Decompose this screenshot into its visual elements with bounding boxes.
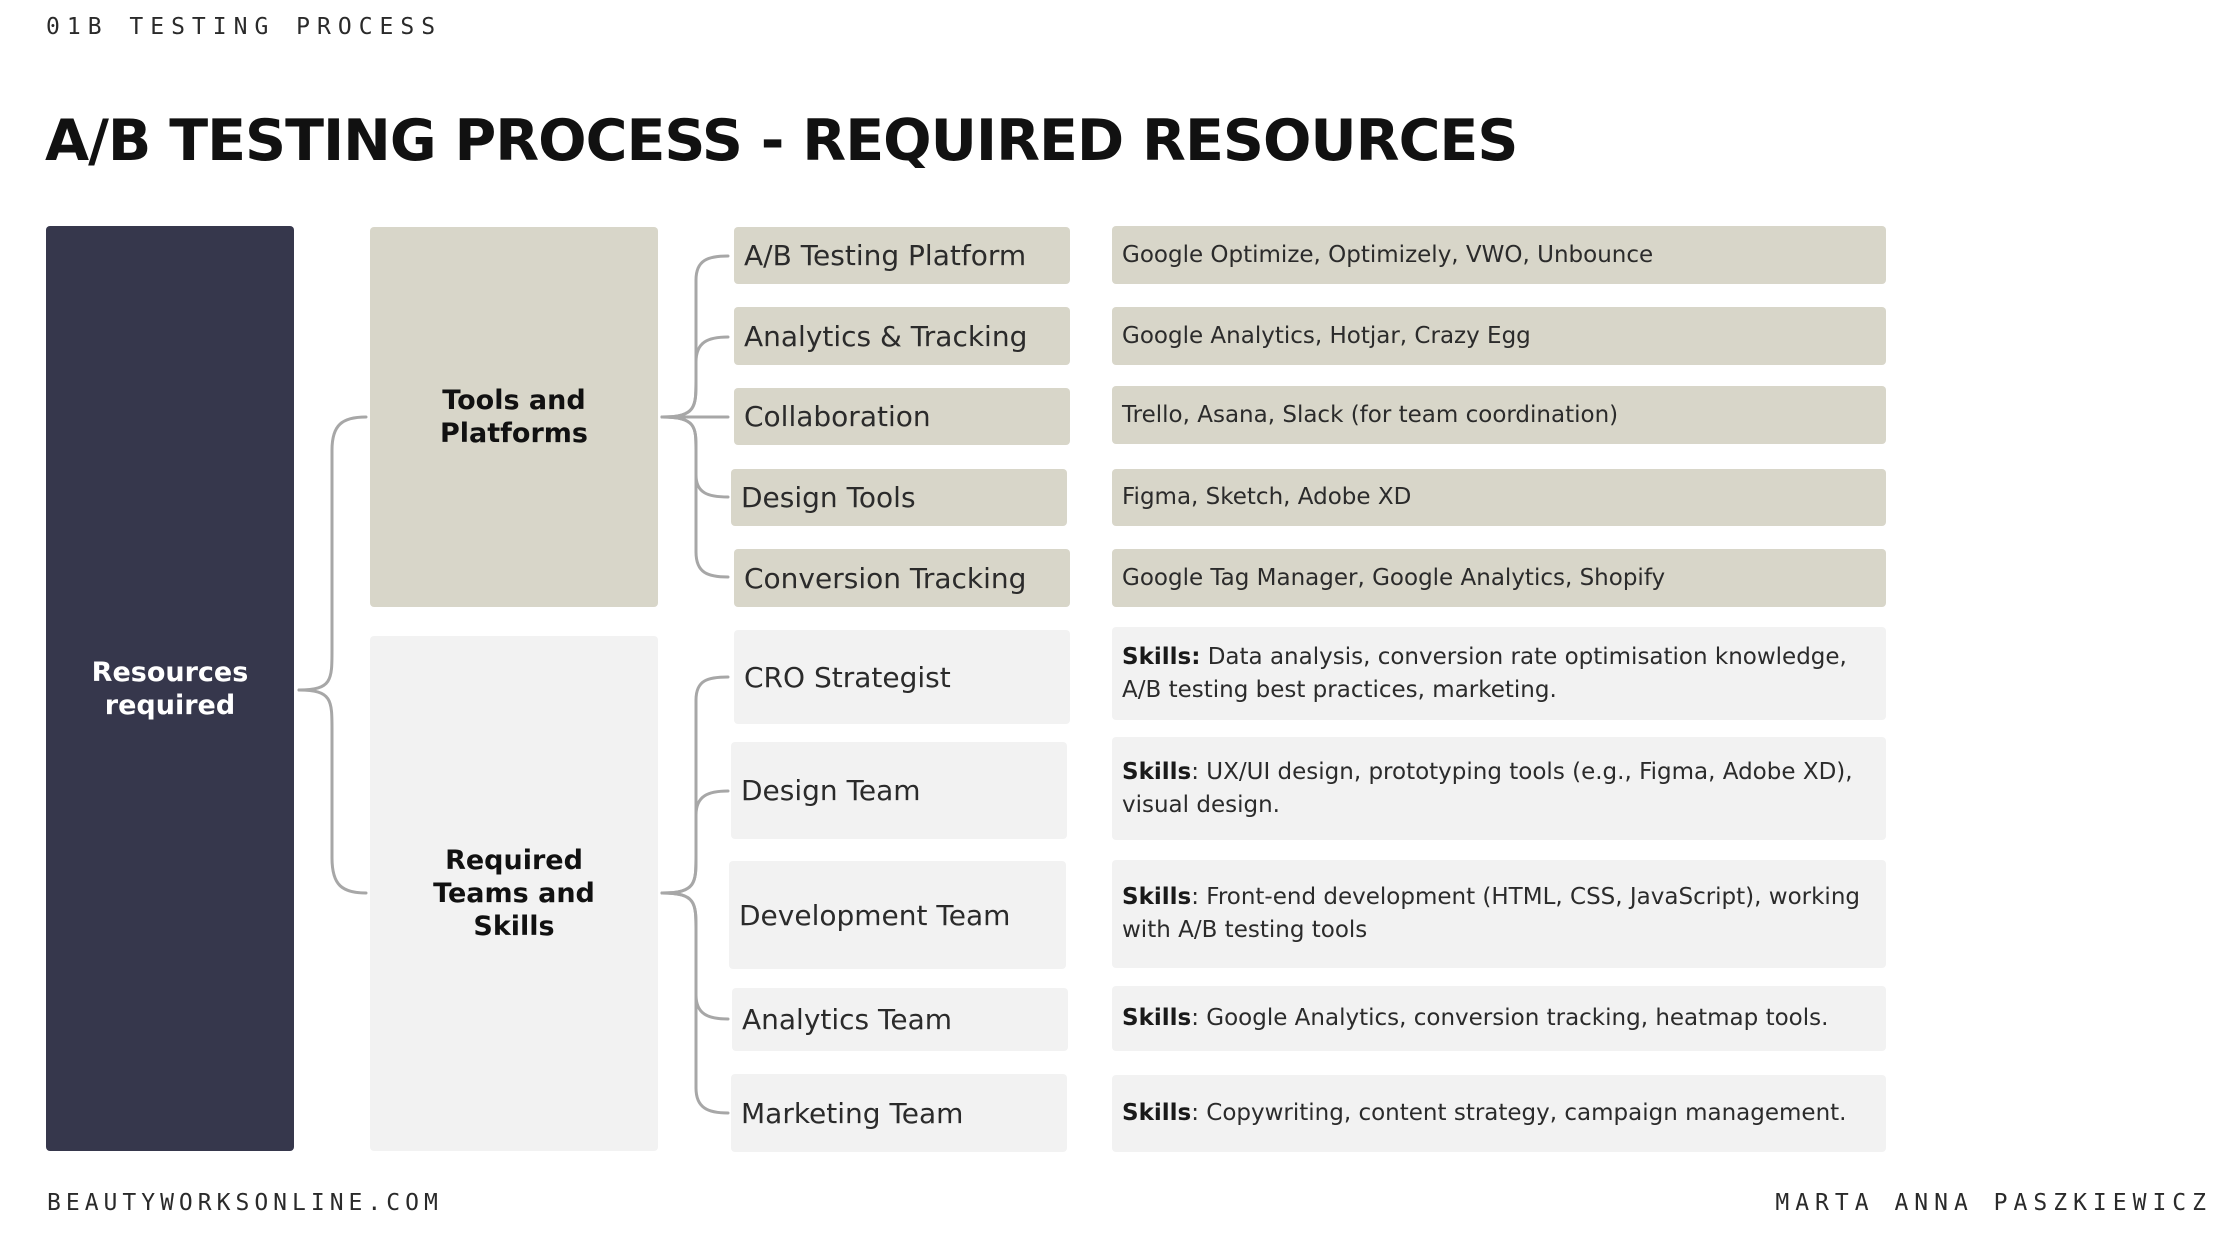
detail-node-analytics-team bbox=[1112, 986, 1886, 1051]
item-node-analytics-team bbox=[732, 988, 1068, 1051]
detail-text bbox=[1122, 1002, 1828, 1035]
root-node-label: Resources required bbox=[91, 656, 249, 721]
item-node-cro-strategist bbox=[734, 630, 1070, 724]
detail-text bbox=[1122, 641, 1868, 707]
skills-description: Data analysis, conversion rate optimisation knowledge, A/B testing best practices, marketing. bbox=[1122, 643, 1847, 703]
detail-text bbox=[1122, 1097, 1847, 1130]
item-node-collaboration bbox=[734, 388, 1070, 445]
detail-text: Google Optimize, Optimizely, VWO, Unbounce bbox=[1122, 241, 1654, 268]
connector-root-teams bbox=[299, 690, 366, 893]
item-node-label: Marketing Team bbox=[741, 1096, 964, 1130]
item-node-conversion-tracking bbox=[734, 549, 1070, 607]
skills-description: : Copywriting, content strategy, campaign management. bbox=[1191, 1100, 1847, 1126]
detail-text bbox=[1122, 881, 1868, 947]
item-node-label: A/B Testing Platform bbox=[744, 239, 1027, 272]
detail-node-design-tools bbox=[1112, 469, 1886, 526]
footer-author: MARTA ANNA PASZKIEWICZ bbox=[1775, 1190, 2212, 1216]
connector-root-tools bbox=[299, 417, 366, 690]
item-node-label: Design Team bbox=[741, 774, 921, 807]
skills-description: : Front-end development (HTML, CSS, JavaScript), working with A/B testing tools bbox=[1122, 884, 1860, 943]
detail-node-collaboration bbox=[1112, 386, 1886, 444]
item-node-label: Design Tools bbox=[741, 481, 916, 514]
item-node-label: Analytics & Tracking bbox=[744, 319, 1028, 353]
skills-label: Skills: bbox=[1122, 643, 1201, 670]
detail-node-analytics-tracking bbox=[1112, 307, 1886, 365]
skills-description: : UX/UI design, prototyping tools (e.g., Figma, Adobe XD), visual design. bbox=[1122, 758, 1853, 818]
item-node-ab-testing-platform bbox=[734, 227, 1070, 284]
item-node-label: Collaboration bbox=[744, 400, 931, 433]
item-node-development-team bbox=[729, 861, 1066, 969]
item-node-design-team bbox=[731, 742, 1067, 839]
skills-label: Skills bbox=[1122, 1005, 1192, 1031]
section-label: 01B TESTING PROCESS bbox=[46, 14, 443, 40]
item-node-label: Conversion Tracking bbox=[744, 561, 1027, 595]
detail-text: Google Analytics, Hotjar, Crazy Egg bbox=[1122, 322, 1531, 349]
page-title: A/B TESTING PROCESS - REQUIRED RESOURCES bbox=[45, 108, 1518, 174]
detail-node-development-team bbox=[1112, 860, 1886, 968]
group-node-label: Tools and Platforms bbox=[440, 385, 588, 449]
group-node-tools-and-platforms bbox=[370, 227, 658, 607]
item-node-marketing-team bbox=[731, 1074, 1067, 1152]
detail-text: Google Tag Manager, Google Analytics, Shopify bbox=[1122, 564, 1666, 591]
detail-node-marketing-team bbox=[1112, 1075, 1886, 1152]
item-node-label: CRO Strategist bbox=[744, 660, 951, 694]
detail-node-design-team bbox=[1112, 737, 1886, 840]
item-node-analytics-tracking bbox=[734, 307, 1070, 365]
detail-node-cro-strategist bbox=[1112, 627, 1886, 720]
footer-website: BEAUTYWORKSONLINE.COM bbox=[47, 1190, 443, 1216]
detail-node-ab-testing-platform bbox=[1112, 226, 1886, 284]
skills-label: Skills bbox=[1122, 1100, 1192, 1126]
detail-text: Trello, Asana, Slack (for team coordination) bbox=[1122, 401, 1619, 428]
connector-teams-item-4 bbox=[662, 893, 728, 1113]
detail-node-conversion-tracking bbox=[1112, 549, 1886, 607]
skills-label: Skills bbox=[1122, 758, 1192, 785]
group-node-label: Required Teams and Skills bbox=[433, 845, 595, 942]
item-node-label: Analytics Team bbox=[742, 1003, 953, 1036]
root-node-resources-required bbox=[46, 226, 294, 1151]
detail-text bbox=[1122, 756, 1868, 822]
detail-text: Figma, Sketch, Adobe XD bbox=[1122, 484, 1412, 510]
skills-description: : Google Analytics, conversion tracking, heatmap tools. bbox=[1191, 1005, 1829, 1031]
skills-label: Skills bbox=[1122, 884, 1192, 910]
group-node-required-teams-and-skills bbox=[370, 636, 658, 1151]
item-node-label: Development Team bbox=[739, 898, 1011, 932]
item-node-design-tools bbox=[731, 469, 1067, 526]
